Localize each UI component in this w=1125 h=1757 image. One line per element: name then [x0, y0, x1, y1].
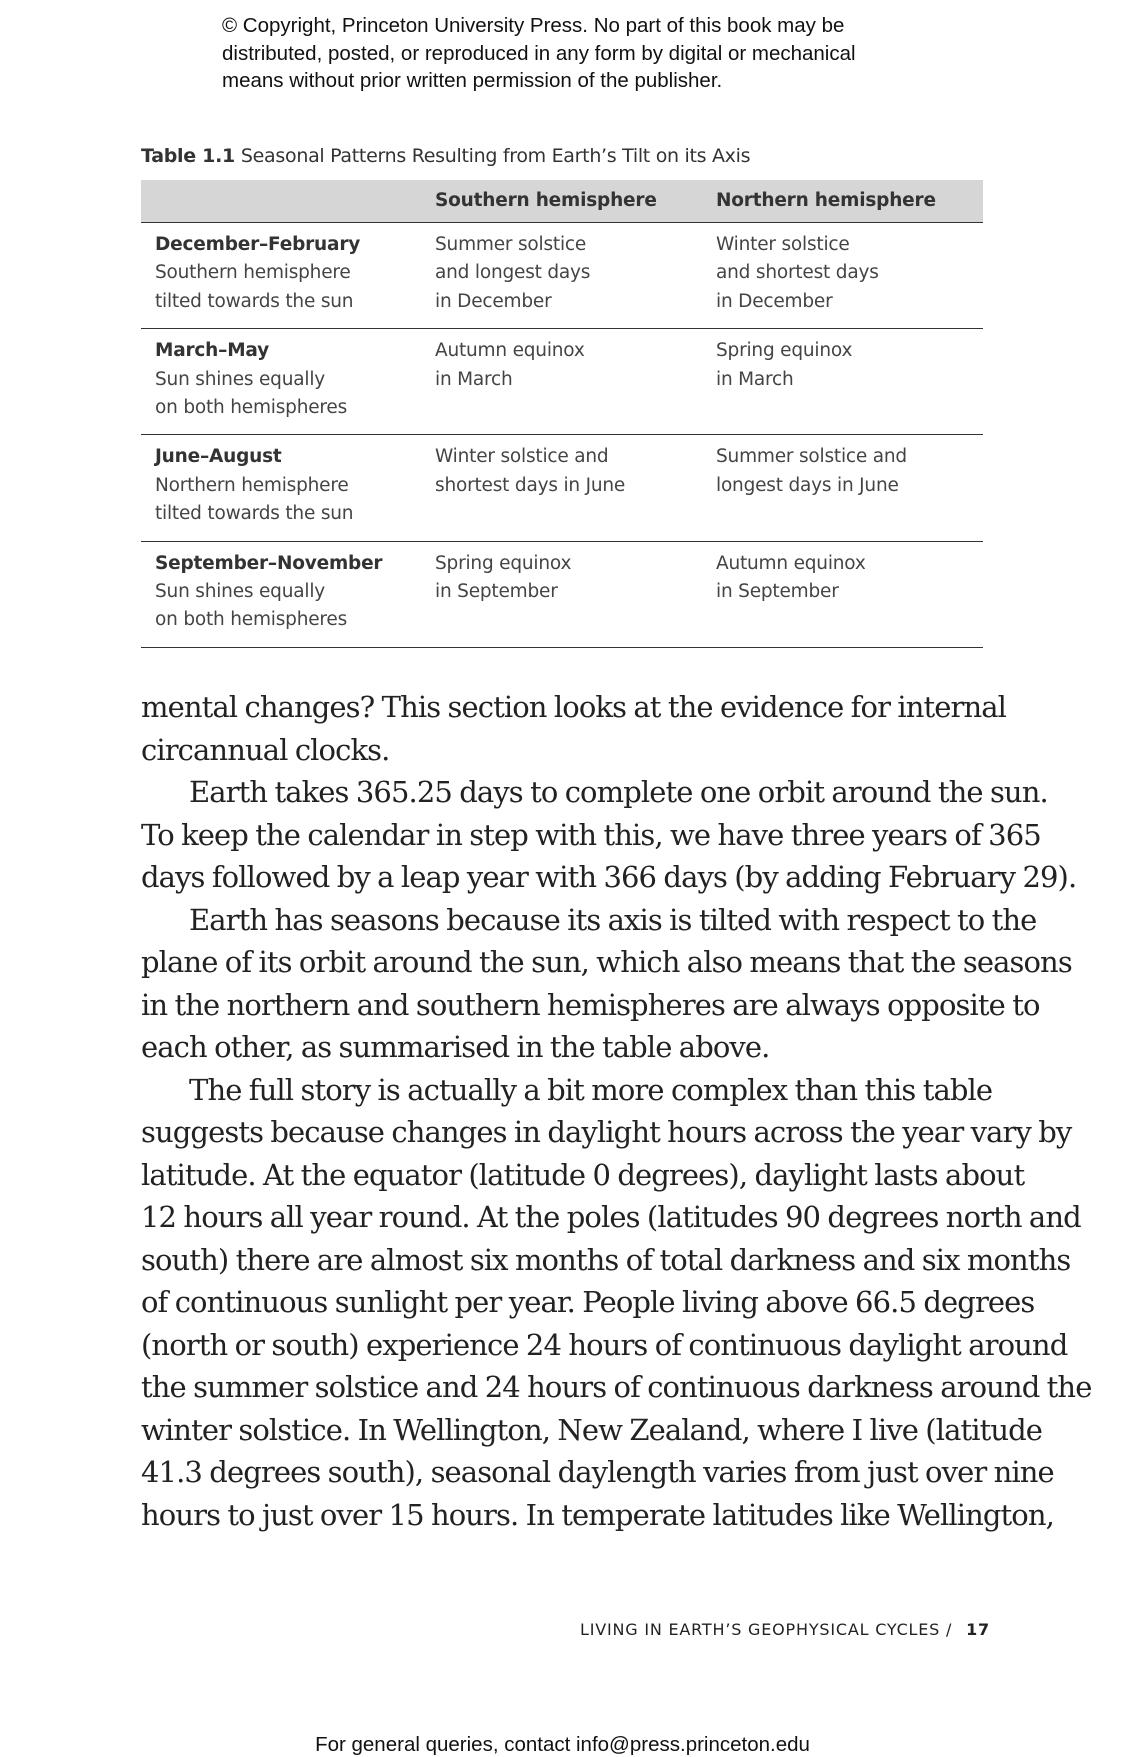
text-line: mental changes? This section looks at the evidence for internal	[141, 690, 1007, 724]
copyright-notice	[222, 12, 942, 95]
text-line: plane of its orbit around the sun, which also means that the seasons	[141, 945, 1072, 979]
text-line: 41.3 degrees south), seasonal daylength varies from just over nine	[141, 1455, 1054, 1489]
season-cell	[141, 435, 435, 541]
cell-line: Sun shines equally	[155, 581, 326, 603]
paragraph	[141, 1069, 1092, 1537]
table-header-row	[141, 180, 983, 223]
season-label: December–February	[155, 234, 361, 255]
cell-line: and longest days	[435, 262, 591, 284]
text-line: in the northern and southern hemispheres are always opposite to	[141, 987, 1040, 1022]
text-line: The full story is actually a bit more complex than this table	[189, 1072, 993, 1107]
cell-line: tilted towards the sun	[155, 503, 354, 525]
text-line: latitude. At the equator (latitude 0 degrees), daylight lasts about	[141, 1157, 1025, 1192]
text-line: days followed by a leap year with 366 days (by adding February 29).	[141, 860, 1077, 894]
header-empty	[141, 180, 435, 223]
text-line: each other, as summarised in the table above.	[141, 1030, 770, 1064]
season-cell	[141, 541, 435, 647]
cell-line: Spring equinox	[716, 340, 853, 362]
season-label: September–November	[155, 552, 383, 574]
cell-line: in December	[435, 290, 552, 312]
season-label: March–May	[155, 340, 269, 362]
cell-line: tilted towards the sun	[155, 290, 354, 312]
cell-line: on both hemispheres	[155, 397, 348, 419]
paragraph	[141, 686, 1007, 771]
southern-cell	[435, 541, 716, 647]
cell-line: in September	[435, 581, 558, 603]
table-row	[141, 329, 983, 435]
cell-line: Sun shines equally	[155, 368, 326, 390]
cell-line: on both hemispheres	[155, 609, 348, 631]
season-label: June–August	[155, 446, 282, 468]
cell-line: Winter solstice and	[435, 446, 609, 468]
northern-cell	[716, 435, 983, 541]
running-head	[580, 1620, 990, 1639]
southern-cell	[435, 223, 716, 329]
northern-cell	[716, 329, 983, 435]
table-row	[141, 223, 983, 329]
table-title: Seasonal Patterns Resulting from Earth’s Tilt on its Axis	[240, 145, 751, 167]
cell-line: in March	[435, 368, 513, 390]
northern-cell	[716, 541, 983, 647]
table-caption	[141, 145, 750, 167]
copyright-line: means without prior written permission of the publisher.	[222, 69, 723, 92]
southern-cell	[435, 329, 716, 435]
paragraph	[141, 771, 1077, 899]
cell-line: in March	[716, 368, 794, 390]
running-head-title: LIVING IN EARTH’S GEOPHYSICAL CYCLES	[579, 1620, 941, 1639]
table-label: Table 1.1	[141, 145, 235, 167]
cell-line: longest days in June	[716, 474, 899, 496]
text-line: suggests because changes in daylight hours across the year vary by	[141, 1115, 1072, 1149]
text-line: hours to just over 15 hours. In temperate latitudes like Wellington,	[141, 1497, 1054, 1532]
cell-line: Southern hemisphere	[155, 262, 351, 284]
text-line: Earth takes 365.25 days to complete one orbit around the sun.	[189, 775, 1048, 809]
text-line: south) there are almost six months of total darkness and six months	[141, 1242, 1071, 1277]
header-southern: Southern hemisphere	[435, 180, 716, 223]
page-number: 17	[966, 1620, 990, 1639]
text-line: circannual clocks.	[141, 732, 390, 767]
cell-line: Winter solstice	[716, 234, 850, 255]
text-line: Earth has seasons because its axis is tilted with respect to the	[189, 902, 1037, 937]
cell-line: Summer solstice and	[716, 446, 907, 468]
seasons-table	[141, 180, 983, 648]
table-row	[141, 541, 983, 647]
text-line: of continuous sunlight per year. People living above 66.5 degrees	[141, 1285, 1035, 1319]
season-cell	[141, 329, 435, 435]
cell-line: shortest days in June	[435, 474, 626, 496]
cell-line: and shortest days	[716, 262, 879, 284]
running-head-separator: /	[946, 1620, 953, 1639]
cell-line: Summer solstice	[435, 234, 587, 255]
text-line: (north or south) experience 24 hours of continuous daylight around	[141, 1327, 1068, 1362]
cell-line: Spring equinox	[435, 552, 572, 574]
northern-cell	[716, 223, 983, 329]
cell-line: in December	[716, 290, 833, 312]
body-text	[141, 686, 1092, 1536]
paragraph	[141, 899, 1072, 1069]
cell-line: Autumn equinox	[716, 552, 866, 574]
southern-cell	[435, 435, 716, 541]
cell-line: in September	[716, 581, 839, 603]
text-line: 12 hours all year round. At the poles (latitudes 90 degrees north and	[141, 1200, 1081, 1234]
copyright-line: distributed, posted, or reproduced in any form by digital or mechanical	[222, 41, 856, 65]
table-row	[141, 435, 983, 541]
contact-line: For general queries, contact info@press.princeton.edu	[315, 1733, 810, 1756]
header-northern: Northern hemisphere	[716, 180, 983, 223]
cell-line: Northern hemisphere	[155, 474, 349, 496]
text-line: To keep the calendar in step with this, we have three years of 365	[141, 817, 1041, 852]
copyright-line: © Copyright, Princeton University Press. No part of this book may be	[222, 14, 845, 37]
text-line: winter solstice. In Wellington, New Zealand, where I live (latitude	[141, 1412, 1043, 1447]
season-cell	[141, 223, 435, 329]
cell-line: Autumn equinox	[435, 340, 585, 362]
text-line: the summer solstice and 24 hours of continuous darkness around the	[141, 1370, 1092, 1404]
